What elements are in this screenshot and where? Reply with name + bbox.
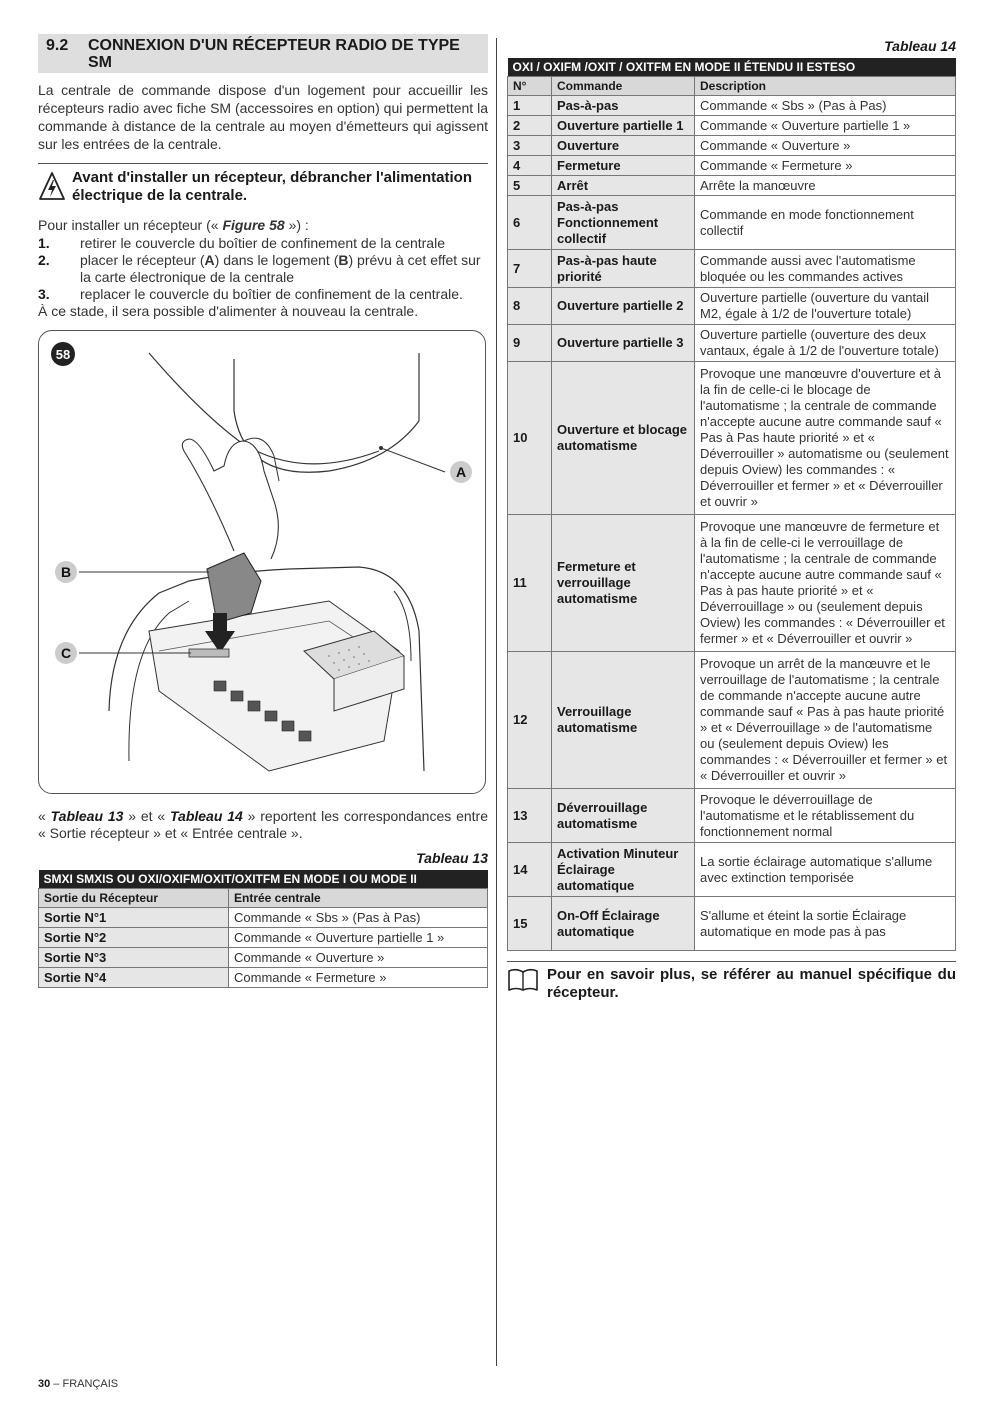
table-14-header: N° <box>508 77 552 96</box>
manual-note <box>507 961 956 1002</box>
table-cell: Sortie N°1 <box>39 908 229 928</box>
table-cell: 10 <box>508 362 552 515</box>
table-cell: Commande « Fermeture » <box>695 156 956 176</box>
table-cell: Provoque une manœuvre de fermeture et à la fin de celle-ci le verrouillage de l'automatisme ; la centrale de commande n'accepte aucune autre commande sauf « Pas à pas haute priorité » et « Déverrouillage » ou (seulement depuis Oview) les commandes : « Déverrouiller et fermer » et « Déverrouiller et ouvrir » <box>695 515 956 652</box>
page-number: 30 <box>38 1378 51 1390</box>
table-row <box>508 789 956 843</box>
table-cell: Commande « Ouverture » <box>695 136 956 156</box>
step-text-part: ) dans le logement ( <box>214 252 339 268</box>
steps-intro-end: ») : <box>284 217 309 233</box>
table-cell: Ouverture partielle (ouverture des deux vantaux, égale à 1/2 de l'ouverture totale) <box>695 325 956 362</box>
table-13-title: SMXI SMXIS OU OXI/OXIFM/OXIT/OXITFM EN MODE I OU MODE II <box>39 870 488 889</box>
table-cell: On-Off Éclairage automatique <box>552 897 695 951</box>
figure-reference: Figure 58 <box>222 217 285 233</box>
step-text-part: placer le récepteur ( <box>80 252 205 268</box>
callout-c: C <box>55 642 77 664</box>
page-footer <box>38 1378 118 1390</box>
table-13-header: Entrée centrale <box>229 889 488 908</box>
table-row <box>508 288 956 325</box>
table-row <box>508 897 956 951</box>
table-cell: Ouverture <box>552 136 695 156</box>
table-cell: 11 <box>508 515 552 652</box>
step-text: replacer le couvercle du boîtier de confinement de la centrale. <box>80 286 463 302</box>
table-cell: Arrêt <box>552 176 695 196</box>
table-cell: Commande « Sbs » (Pas à Pas) <box>229 908 488 928</box>
table-13 <box>38 870 488 988</box>
table-cell: S'allume et éteint la sortie Éclairage automatique en mode pas à pas <box>695 897 956 951</box>
table-14-header: Commande <box>552 77 695 96</box>
table-cell: Arrête la manœuvre <box>695 176 956 196</box>
table-cell: Commande « Ouverture partielle 1 » <box>695 116 956 136</box>
ref-text: « <box>38 808 51 824</box>
ref-text: » et « <box>123 808 170 824</box>
section-heading <box>38 34 488 73</box>
ref-table-13: Tableau 13 <box>50 808 124 824</box>
step-ref-a: A <box>204 252 215 268</box>
table-cell: 9 <box>508 325 552 362</box>
footer-language: FRANÇAIS <box>62 1378 119 1390</box>
table-cell: 2 <box>508 116 552 136</box>
table-cell: Activation Minuteur Éclairage automatique <box>552 843 695 897</box>
table-cell: 13 <box>508 789 552 843</box>
step-text: retirer le couvercle du boîtier de confinement de la centrale <box>80 235 445 251</box>
footer-separator: – <box>50 1378 63 1390</box>
table-cell: 3 <box>508 136 552 156</box>
table-cell: Commande aussi avec l'automatisme bloquée ou les commandes actives <box>695 250 956 288</box>
table-cell: Déverrouillage automatisme <box>552 789 695 843</box>
table-cell: Provoque une manœuvre d'ouverture et à la fin de celle-ci le blocage de l'automatisme ; la centrale de commande n'accepte aucune autre commande sauf « Pas à Pas haute priorité » et « Déverrouiller » automatisme ou (seulement depuis Oview) les commandes : « Déverrouiller et fermer » et « Déverrouiller et ouvrir » <box>695 362 956 515</box>
table-cell: 7 <box>508 250 552 288</box>
table-cell: 12 <box>508 652 552 789</box>
table-cell: Ouverture partielle 2 <box>552 288 695 325</box>
table-row <box>39 948 488 968</box>
table-cell: Verrouillage automatisme <box>552 652 695 789</box>
step-item <box>38 286 488 303</box>
table-cell: Sortie N°4 <box>39 968 229 988</box>
table-row <box>508 652 956 789</box>
section-intro: La centrale de commande dispose d'un logement pour accueillir les récepteurs radio avec fiche SM (accessoires en option) qui permettent la commande à distance de la centrale au moyen d'émetteurs qui agissent sur les entrées de la centrale. <box>38 82 488 152</box>
table-cell: Sortie N°3 <box>39 948 229 968</box>
table-cell: Ouverture partielle 1 <box>552 116 695 136</box>
table-row <box>508 362 956 515</box>
table-cell: Pas-à-pas Fonctionnement collectif <box>552 196 695 250</box>
step-text <box>80 252 488 286</box>
column-divider <box>496 38 497 1366</box>
table-row <box>508 96 956 116</box>
table-13-caption: Tableau 13 <box>416 850 488 866</box>
warning-box <box>38 163 488 205</box>
note-text: Pour en savoir plus, se référer au manuel spécifique du récepteur. <box>547 966 956 1001</box>
figure-number-badge: 58 <box>51 342 75 366</box>
table-row <box>508 116 956 136</box>
book-icon <box>507 966 547 1002</box>
table-cell: 8 <box>508 288 552 325</box>
table-cell: Fermeture et verrouillage automatisme <box>552 515 695 652</box>
section-number: 9.2 <box>46 37 69 54</box>
table-14-title: OXI / OXIFM /OXIT / OXITFM EN MODE II ÉTENDU II ESTESO <box>508 58 956 77</box>
table-cell: Commande « Ouverture » <box>229 948 488 968</box>
right-column <box>507 38 956 1002</box>
section-title: CONNEXION D'UN RÉCEPTEUR RADIO DE TYPE SM <box>88 37 460 71</box>
table-row <box>508 250 956 288</box>
table-14-caption: Tableau 14 <box>884 38 956 54</box>
table-13-header: Sortie du Récepteur <box>39 889 229 908</box>
table-cell: 14 <box>508 843 552 897</box>
table-row <box>39 908 488 928</box>
step-number: 1. <box>38 235 50 251</box>
table-cell: Pas-à-pas <box>552 96 695 116</box>
table-cell: Provoque le déverrouillage de l'automatisme et le rétablissement du fonctionnement normal <box>695 789 956 843</box>
table-cell: 5 <box>508 176 552 196</box>
steps-intro-text: Pour installer un récepteur (« <box>38 217 223 233</box>
table-14 <box>507 58 956 951</box>
step-text-part: ) prévu à cet effet sur la carte électronique de la centrale <box>80 252 481 285</box>
table-cell: Commande en mode fonctionnement collectif <box>695 196 956 250</box>
table-cell: 15 <box>508 897 552 951</box>
figure-58 <box>38 330 486 794</box>
table-cell: Fermeture <box>552 156 695 176</box>
table-cell: Ouverture et blocage automatisme <box>552 362 695 515</box>
table-cell: Commande « Sbs » (Pas à Pas) <box>695 96 956 116</box>
table-cell: 1 <box>508 96 552 116</box>
steps-outro: À ce stade, il sera possible d'alimenter à nouveau la centrale. <box>38 303 419 319</box>
table-cell: Commande « Fermeture » <box>229 968 488 988</box>
table-cell: Provoque un arrêt de la manœuvre et le verrouillage de l'automatisme ; la centrale de commande n'accepte aucune autre commande sauf « Pas à pas haute priorité » et « Déverrouillage » de l'automatisme ou (seulement depuis Oview) les commandes : « Déverrouiller et fermer » et « Déverrouiller et ouvrir » <box>695 652 956 789</box>
ref-table-14: Tableau 14 <box>170 808 243 824</box>
table-cell: Ouverture partielle (ouverture du vantail M2, égale à 1/2 de l'ouverture totale) <box>695 288 956 325</box>
receiver-installation-illustration <box>39 331 486 794</box>
table-row <box>508 136 956 156</box>
electric-hazard-icon <box>38 169 72 205</box>
table-14-header: Description <box>695 77 956 96</box>
install-steps <box>38 217 488 320</box>
table-cell: Commande « Ouverture partielle 1 » <box>229 928 488 948</box>
table-cell: 6 <box>508 196 552 250</box>
table-cell: Ouverture partielle 3 <box>552 325 695 362</box>
table-row <box>508 515 956 652</box>
table-row <box>508 843 956 897</box>
callout-b: B <box>55 561 77 583</box>
step-item <box>38 235 488 252</box>
callout-a: A <box>450 461 472 483</box>
table-cell: Sortie N°2 <box>39 928 229 948</box>
step-ref-b: B <box>338 252 349 268</box>
table-row <box>39 968 488 988</box>
table-row <box>39 928 488 948</box>
table-cell: Pas-à-pas haute priorité <box>552 250 695 288</box>
tables-reference <box>38 808 488 842</box>
ref-text: » reportent les correspondances entre « Sortie récepteur » et « Entrée centrale ». <box>38 808 488 841</box>
warning-text: Avant d'installer un récepteur, débrancher l'alimentation électrique de la centrale. <box>72 169 473 204</box>
table-row <box>508 196 956 250</box>
table-cell: 4 <box>508 156 552 176</box>
step-number: 3. <box>38 286 50 302</box>
table-cell: La sortie éclairage automatique s'allume avec extinction temporisée <box>695 843 956 897</box>
table-row <box>508 156 956 176</box>
table-row <box>508 176 956 196</box>
steps-intro <box>38 217 488 234</box>
step-number: 2. <box>38 252 50 268</box>
left-column <box>38 34 488 988</box>
step-item <box>38 252 488 286</box>
table-row <box>508 325 956 362</box>
